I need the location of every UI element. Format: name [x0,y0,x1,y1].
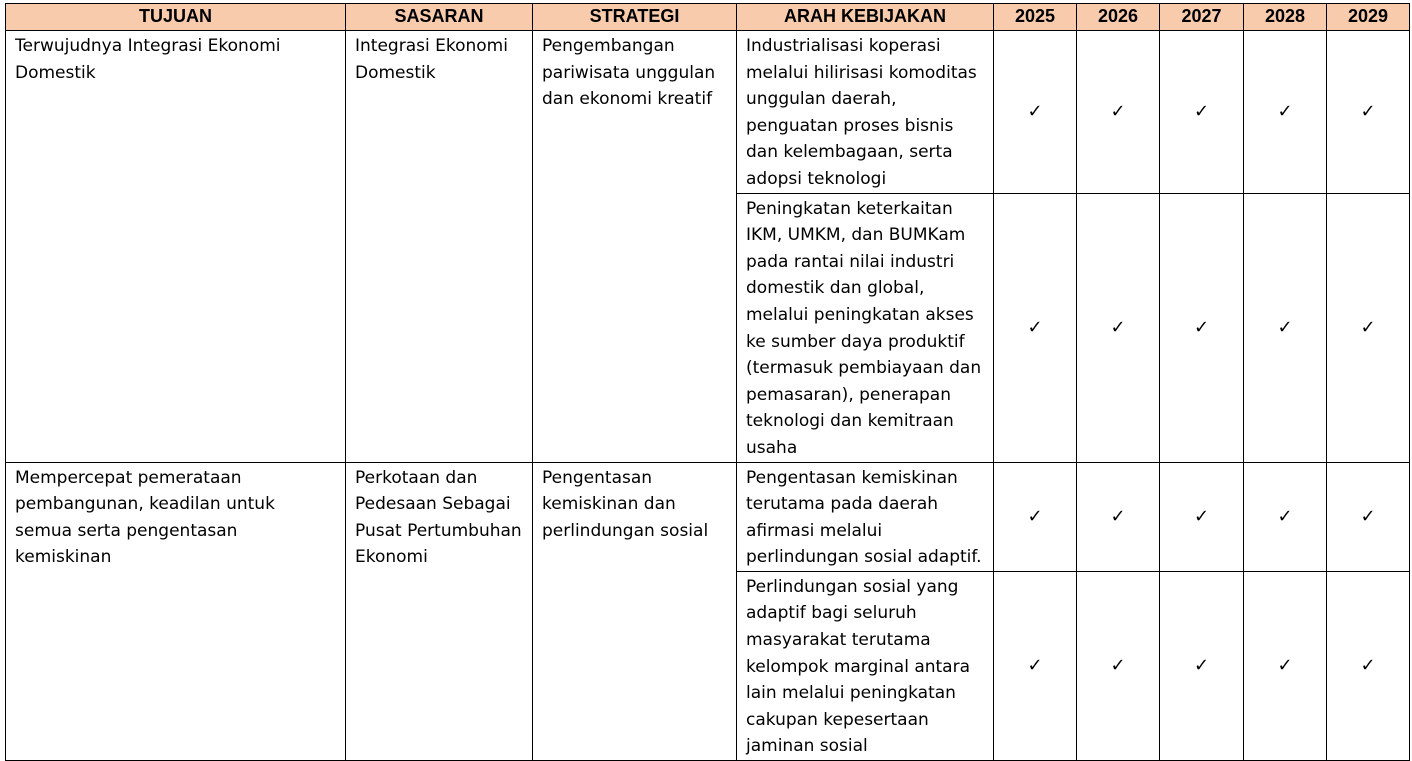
arah-kebijakan-cell: Pengentasan kemiskinan terutama pada daerah afirmasi melalui perlindungan sosial adaptif. [737,462,994,571]
header-year-2027: 2027 [1160,4,1244,31]
arah-kebijakan-cell: Peningkatan keterkaitan IKM, UMKM, dan BUMKam pada rantai nilai industri domestik dan global, melalui peningkatan akses ke sumber daya produktif (termasuk pembiayaan dan pemasaran), penerapan teknologi dan kemitraan usaha [737,193,994,462]
table-row [6,31,1410,194]
header-year-2025: 2025 [994,4,1077,31]
tujuan-cell: Mempercepat pemerataan pembangunan, keadilan untuk semua serta pengentasan kemiskinan [6,462,346,761]
check-mark-2025: ✓ [994,193,1077,462]
check-mark-2029: ✓ [1327,571,1410,760]
check-mark-2028: ✓ [1244,571,1327,760]
check-mark-2029: ✓ [1327,193,1410,462]
header-year-2029: 2029 [1327,4,1410,31]
check-mark-2026: ✓ [1077,193,1160,462]
table-header-row [6,4,1410,31]
header-arah-kebijakan: ARAH KEBIJAKAN [737,4,994,31]
check-mark-2026: ✓ [1077,31,1160,194]
sasaran-cell: Integrasi Ekonomi Domestik [346,31,533,463]
check-mark-2026: ✓ [1077,462,1160,571]
check-mark-2026: ✓ [1077,571,1160,760]
header-sasaran: SASARAN [346,4,533,31]
check-mark-2027: ✓ [1160,571,1244,760]
strategi-cell: Pengembangan pariwisata unggulan dan ekonomi kreatif [533,31,737,463]
check-mark-2025: ✓ [994,571,1077,760]
check-mark-2027: ✓ [1160,462,1244,571]
header-year-2028: 2028 [1244,4,1327,31]
header-tujuan: TUJUAN [6,4,346,31]
policy-matrix-table [5,3,1410,761]
check-mark-2025: ✓ [994,462,1077,571]
check-mark-2027: ✓ [1160,193,1244,462]
sasaran-cell: Perkotaan dan Pedesaan Sebagai Pusat Pertumbuhan Ekonomi [346,462,533,761]
arah-kebijakan-cell: Industrialisasi koperasi melalui hilirisasi komoditas unggulan daerah, penguatan proses bisnis dan kelembagaan, serta adopsi teknologi [737,31,994,194]
check-mark-2025: ✓ [994,31,1077,194]
check-mark-2028: ✓ [1244,31,1327,194]
header-strategi: STRATEGI [533,4,737,31]
tujuan-cell: Terwujudnya Integrasi Ekonomi Domestik [6,31,346,463]
strategi-cell: Pengentasan kemiskinan dan perlindungan sosial [533,462,737,761]
check-mark-2029: ✓ [1327,462,1410,571]
check-mark-2028: ✓ [1244,193,1327,462]
table-row [6,462,1410,571]
header-year-2026: 2026 [1077,4,1160,31]
check-mark-2027: ✓ [1160,31,1244,194]
check-mark-2028: ✓ [1244,462,1327,571]
check-mark-2029: ✓ [1327,31,1410,194]
arah-kebijakan-cell: Perlindungan sosial yang adaptif bagi seluruh masyarakat terutama kelompok marginal antara lain melalui peningkatan cakupan kepesertaan jaminan sosial [737,571,994,760]
